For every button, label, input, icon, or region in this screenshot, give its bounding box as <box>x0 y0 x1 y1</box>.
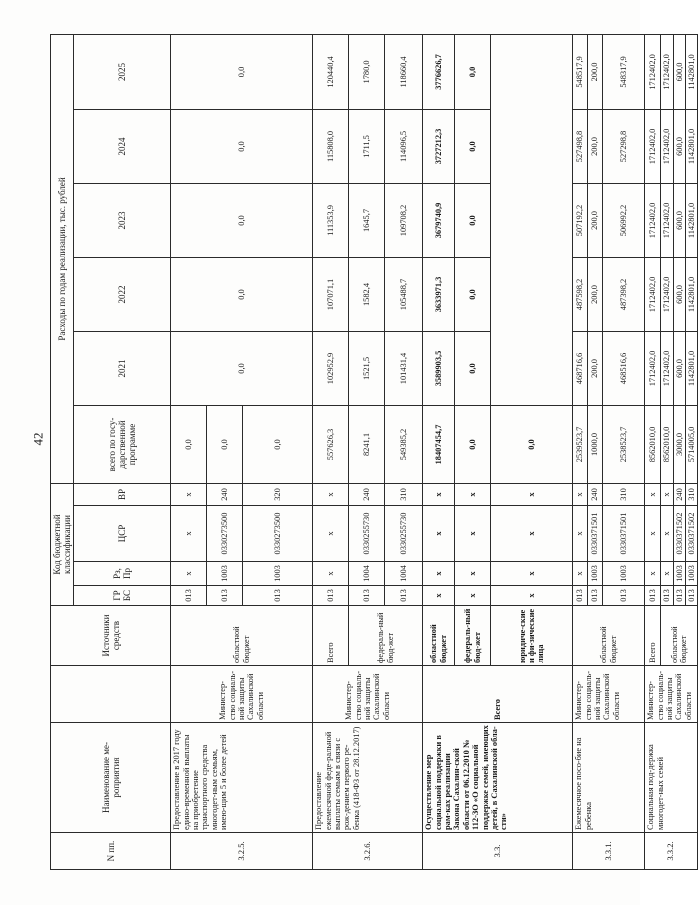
row-name: Социальная под-держка многодет-ных семей <box>645 723 698 833</box>
cell-2025: 548517,9 <box>573 34 588 109</box>
cell-csr: 0330255730 <box>385 506 423 562</box>
row-name: Ежемесячное посо-бие на ребенка <box>573 723 645 833</box>
cell-2022: 487398,2 <box>603 257 645 331</box>
cell-2025: 120440,4 <box>313 34 349 109</box>
table-row <box>313 34 349 869</box>
row-source: областной бюджет <box>573 606 645 666</box>
cell-grbs: 013 <box>603 586 645 606</box>
header-csr: ЦСР <box>74 506 171 562</box>
cell-csr: 0330371502 <box>673 506 685 562</box>
cell-csr: 0330371501 <box>588 506 603 562</box>
cell-vr: 240 <box>349 483 385 505</box>
cell-2023: 1712402,0 <box>661 183 673 257</box>
cell-2024: 1142801,0 <box>685 109 697 183</box>
row-name: Предоставление в 2017 году едино-временной выплаты на приобретение транспортного средства многодет-ным семьям, имею-щим 5 и более детей <box>171 723 313 833</box>
cell-vr: 310 <box>385 483 423 505</box>
cell-grbs: 013 <box>207 586 243 606</box>
cell-2022: 200,0 <box>588 257 603 331</box>
header-name: Наименование ме-роприятия <box>51 723 171 833</box>
cell-2022: 3633971,3 <box>423 257 455 331</box>
cell-2022: 105488,7 <box>385 257 423 331</box>
row-source: федераль-ный бюд-жет <box>349 606 423 666</box>
header-expenses: Расходы по годам реализации, тыс. рублей <box>51 34 74 483</box>
row-source-all: Всего <box>313 606 349 666</box>
cell-total: 549385,2 <box>385 405 423 483</box>
cell-rzpr: x <box>423 562 455 586</box>
cell-2024: 600,0 <box>673 109 685 183</box>
cell-rzpr: x <box>661 562 673 586</box>
row-number: 3.3.1. <box>573 833 645 870</box>
row-name: Предоставление ежемесячной феде-ральной выплаты семьям в связи с рож-дением первого ре-бенка (418-ФЗ от 28.12.2017) <box>313 723 423 833</box>
cell-2023: 109708,2 <box>385 183 423 257</box>
row-source: федераль-ный бюд-жет <box>455 606 491 666</box>
cell-total: 0,0 <box>491 405 573 483</box>
cell-csr: x <box>573 506 588 562</box>
header-vr: ВР <box>74 483 171 505</box>
cell-2021: 468516,6 <box>603 331 645 405</box>
cell-2025: 548317,9 <box>603 34 645 109</box>
table-row <box>423 34 455 869</box>
cell-2021: 468716,6 <box>573 331 588 405</box>
cell-vr: 240 <box>207 483 243 505</box>
cell-total: 3000,0 <box>673 405 685 483</box>
cell-2023: 1712402,0 <box>645 183 661 257</box>
cell-total: 2539523,7 <box>573 405 588 483</box>
cell-2022: 1582,4 <box>349 257 385 331</box>
cell-2021: 600,0 <box>673 331 685 405</box>
cell-rzpr: x <box>171 562 207 586</box>
header-grbs: ГРБС <box>74 586 171 606</box>
cell-total: 0,0 <box>171 405 207 483</box>
cell-grbs: 013 <box>673 586 685 606</box>
cell-csr: 0330255730 <box>349 506 385 562</box>
cell-grbs: 013 <box>243 586 313 606</box>
cell-2023: 200,0 <box>588 183 603 257</box>
cell-csr: x <box>455 506 491 562</box>
cell-2024: 0,0 <box>171 109 313 183</box>
cell-csr: 0330371502 <box>685 506 697 562</box>
cell-csr: x <box>423 506 455 562</box>
cell-2021: 200,0 <box>588 331 603 405</box>
cell-2023: 0,0 <box>171 183 313 257</box>
row-number: 3.3. <box>423 833 573 870</box>
row-source: областной бюджет <box>423 606 455 666</box>
cell-grbs: 013 <box>661 586 673 606</box>
cell-2025: 3776626,7 <box>423 34 455 109</box>
cell-csr: 0330371501 <box>603 506 645 562</box>
cell-2023: 1142801,0 <box>685 183 697 257</box>
cell-2024: 1712402,0 <box>645 109 661 183</box>
cell-vr: x <box>661 483 673 505</box>
cell-vr: x <box>423 483 455 505</box>
cell-2021: 1142801,0 <box>685 331 697 405</box>
cell-csr: x <box>313 506 349 562</box>
cell-rzpr: x <box>455 562 491 586</box>
cell-2022: 1712402,0 <box>661 257 673 331</box>
cell-vr: 310 <box>603 483 645 505</box>
cell-2023: 1645,7 <box>349 183 385 257</box>
cell-2023: 507192,2 <box>573 183 588 257</box>
cell-vr: 320 <box>243 483 313 505</box>
header-n: N пп. <box>51 833 171 870</box>
cell-grbs: 013 <box>685 586 697 606</box>
cell-2023: 506992,2 <box>603 183 645 257</box>
cell-grbs: 013 <box>385 586 423 606</box>
cell-2025: 1712402,0 <box>661 34 673 109</box>
header-rzpr: Рз, Пр <box>74 562 171 586</box>
cell-2024: 527298,8 <box>603 109 645 183</box>
cell-2024: 200,0 <box>588 109 603 183</box>
cell-2021: 0,0 <box>171 331 313 405</box>
cell-2022: 487598,2 <box>573 257 588 331</box>
cell-2022: 1142801,0 <box>685 257 697 331</box>
cell-vr: x <box>491 483 573 505</box>
cell-csr: x <box>491 506 573 562</box>
cell-2025: 1780,0 <box>349 34 385 109</box>
cell-2023: 0,0 <box>455 183 491 257</box>
cell-total: 8562010,0 <box>645 405 661 483</box>
header-total: всего по госу-дарственной программе <box>74 405 171 483</box>
header-year-2021: 2021 <box>74 331 171 405</box>
cell-total: 8562010,0 <box>661 405 673 483</box>
cell-rzpr: 1003 <box>603 562 645 586</box>
cell-grbs: 013 <box>573 586 588 606</box>
row-source: областной бюджет <box>661 606 698 666</box>
cell-2021: 101431,4 <box>385 331 423 405</box>
cell-csr: x <box>645 506 661 562</box>
row-number: 3.2.6. <box>313 833 423 870</box>
cell-2022: 0,0 <box>455 257 491 331</box>
cell-rzpr: x <box>645 562 661 586</box>
cell-2024: 114096,5 <box>385 109 423 183</box>
cell-2022: 107071,1 <box>313 257 349 331</box>
cell-2022: 0,0 <box>171 257 313 331</box>
cell-total: 0,0 <box>455 405 491 483</box>
header-year-2023: 2023 <box>74 183 171 257</box>
cell-grbs: x <box>491 586 573 606</box>
row-source: юридиче-ские и фи-зические лица <box>491 606 573 666</box>
cell-grbs: 013 <box>588 586 603 606</box>
cell-total: 5714005,0 <box>685 405 697 483</box>
cell-csr: x <box>661 506 673 562</box>
cell-2024: 0,0 <box>455 109 491 183</box>
header-year-2022: 2022 <box>74 257 171 331</box>
row-name: Осуществление мер социальной поддержки в рам-ках реализации Закона Сахалин-ской области от 06.12.2010 № 112-ЗО «О социальной поддержке семей, имеющих детей, в Сахалинской обла-сти» <box>423 723 573 833</box>
table-row <box>171 34 207 869</box>
cell-grbs: 013 <box>645 586 661 606</box>
header-year-2024: 2024 <box>74 109 171 183</box>
cell-rzpr: 1003 <box>243 562 313 586</box>
rotated-table-wrapper <box>50 35 696 870</box>
cell-2025: 600,0 <box>673 34 685 109</box>
cell-2022: 600,0 <box>673 257 685 331</box>
cell-total: 8241,1 <box>349 405 385 483</box>
cell-rzpr: 1003 <box>673 562 685 586</box>
cell-2025: 1712402,0 <box>645 34 661 109</box>
header-year-2025: 2025 <box>74 34 171 109</box>
cell-2024: 527498,8 <box>573 109 588 183</box>
cell-2024: 115808,0 <box>313 109 349 183</box>
cell-total: 0,0 <box>243 405 313 483</box>
cell-2025: 200,0 <box>588 34 603 109</box>
cell-rzpr: 1003 <box>685 562 697 586</box>
cell-rzpr: 1004 <box>385 562 423 586</box>
cell-2024: 1711,5 <box>349 109 385 183</box>
cell-grbs: 013 <box>313 586 349 606</box>
cell-vr: x <box>645 483 661 505</box>
row-executor: Всего <box>423 666 573 723</box>
cell-2024: 3727212,3 <box>423 109 455 183</box>
cell-vr: x <box>171 483 207 505</box>
cell-vr: x <box>313 483 349 505</box>
cell-2025: 0,0 <box>171 34 313 109</box>
cell-total: 2538523,7 <box>603 405 645 483</box>
row-number: 3.2.5. <box>171 833 313 870</box>
row-number: 3.3.2. <box>645 833 698 870</box>
cell-2023: 111353,9 <box>313 183 349 257</box>
header-sources: Источники средств <box>51 606 171 666</box>
header-kbk: Код бюджетной классификации <box>51 483 74 605</box>
cell-rzpr: x <box>573 562 588 586</box>
table-row <box>573 34 588 869</box>
cell-vr: x <box>573 483 588 505</box>
cell-2021: 1712402,0 <box>661 331 673 405</box>
cell-rzpr: 1003 <box>207 562 243 586</box>
row-executor: Министер-ство социаль-ной защиты Сахалинской области <box>313 666 423 723</box>
cell-rzpr: 1004 <box>349 562 385 586</box>
cell-grbs: x <box>423 586 455 606</box>
cell-vr: 310 <box>685 483 697 505</box>
cell-2021: 102952,9 <box>313 331 349 405</box>
cell-vr: 240 <box>673 483 685 505</box>
page-number: 42 <box>30 432 46 446</box>
cell-vr: 240 <box>588 483 603 505</box>
cell-rzpr: x <box>313 562 349 586</box>
header-executor <box>51 666 171 723</box>
cell-2021: 0,0 <box>455 331 491 405</box>
cell-total: 1000,0 <box>588 405 603 483</box>
cell-total: 18407454,7 <box>423 405 455 483</box>
row-source-all: Всего <box>645 606 661 666</box>
cell-2024: 1712402,0 <box>661 109 673 183</box>
cell-2023: 600,0 <box>673 183 685 257</box>
table-row <box>645 34 661 869</box>
row-executor: Министер-ство социаль-ной защиты Сахалинской области <box>645 666 698 723</box>
cell-2025: 0,0 <box>455 34 491 109</box>
cell-vr: x <box>455 483 491 505</box>
row-executor: Министер-ство социаль-ной защиты Сахалинской области <box>171 666 313 723</box>
cell-grbs: 013 <box>171 586 207 606</box>
row-source: областной бюджет <box>171 606 313 666</box>
cell-2021: 3589903,5 <box>423 331 455 405</box>
cell-rzpr: 1003 <box>588 562 603 586</box>
cell-2021: 1521,5 <box>349 331 385 405</box>
cell-total: 557626,3 <box>313 405 349 483</box>
cell-total: 0,0 <box>207 405 243 483</box>
cell-csr: 0330273500 <box>207 506 243 562</box>
cell-2025: 118660,4 <box>385 34 423 109</box>
cell-csr: 0330273500 <box>243 506 313 562</box>
row-executor: Министер-ство социаль-ной защиты Сахалинской области <box>573 666 645 723</box>
cell-2023: 3679740,9 <box>423 183 455 257</box>
cell-2025: 1142801,0 <box>685 34 697 109</box>
cell-csr: x <box>171 506 207 562</box>
cell-grbs: 013 <box>349 586 385 606</box>
cell-2022: 1712402,0 <box>645 257 661 331</box>
cell-rzpr: x <box>491 562 573 586</box>
cell-grbs: x <box>455 586 491 606</box>
budget-table <box>50 34 698 870</box>
cell-years-empty <box>491 34 573 405</box>
cell-2021: 1712402,0 <box>645 331 661 405</box>
